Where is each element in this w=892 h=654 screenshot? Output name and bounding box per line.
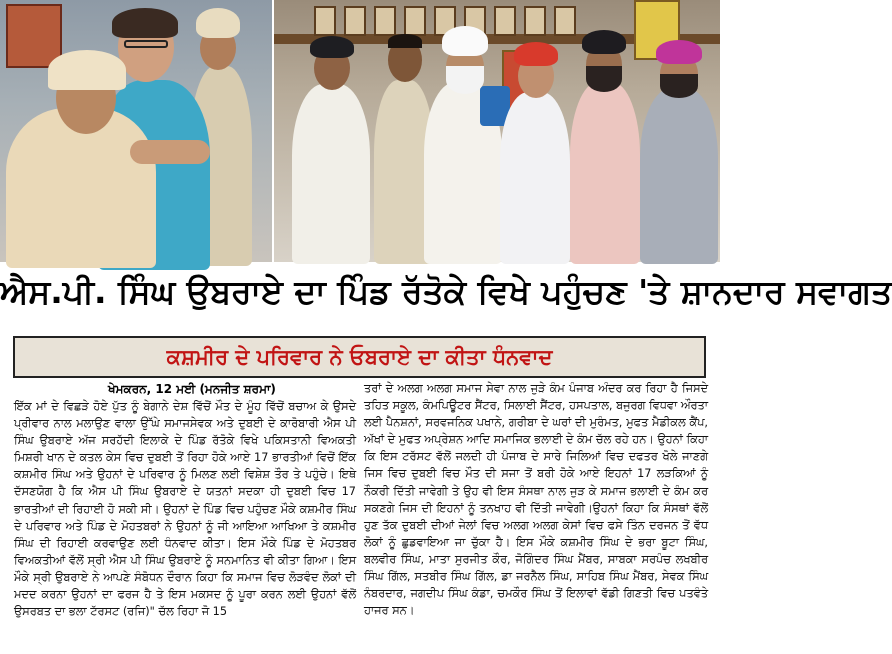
subheadline: ਕਸ਼ਮੀਰ ਦੇ ਪਰਿਵਾਰ ਨੇ ਓਬਰਾਏ ਦਾ ਕੀਤਾ ਧੰਨਵਾਦ <box>166 345 553 369</box>
frame <box>524 6 546 36</box>
byline: ਖੇਮਕਰਨ, 12 ਮਈ (ਮਨਜੀਤ ਸ਼ਰਮਾ) <box>108 382 276 396</box>
article-column-left <box>14 398 356 620</box>
frame <box>344 6 366 36</box>
photo-right-group <box>274 0 720 262</box>
frame <box>404 6 426 36</box>
article-paragraph: ਤਰਾਂ ਦੇ ਅਲਗ ਅਲਗ ਸਮਾਜ ਸੇਵਾ ਨਾਲ ਜੁੜੇ ਕੰਮ ਪੰਜਾਬ ਅੰਦਰ ਕਰ ਰਿਹਾ ਹੈ ਜਿਸਦੇ ਤਹਿਤ ਸਕੂਲ, ਕੰਮਪਿਊਟਰ ਸੈਂਟਰ, ਸਿਲਾਈ ਸੈਂਟਰ, ਹਸਪਤਾਲ, ਬਜੁਰਗ ਵਿਧਵਾ ਔਰਤਾ ਲਈ ਪੈਨਸ਼ਨਾਂ, ਸਰਵਜਨਿਕ ਪਖਾਨੇ, ਗਰੀਬਾ ਦੇ ਘਰਾਂ ਦੀ ਮੁਰੰਮਤ, ਮੁਫਤ ਮੈਡੀਕਲ ਕੈਂਪ, ਅੱਖਾਂ ਦੇ ਮੁਫਤ ਅਪ੍ਰੇਸ਼ਨ ਆਦਿ ਸਮਾਜਿਕ ਭਲਾਈ ਦੇ ਕੰਮ ਚੱਲ ਰਹੇ ਹਨ। ਉਹਨਾਂ ਕਿਹਾ ਕਿ ਇਸ ਟਰੱਸਟ ਵੱਲੋਂ ਜਲਦੀ ਹੀ ਪੰਜਾਬ ਦੇ ਸਾਰੇ ਜਿਲਿਆਂ ਵਿਚ ਦਫਤਰ ਖੋਲੇ ਜਾਣਗੇ ਜਿਸ ਵਿਚ ਦੁਬਈ ਵਿਚ ਮੌਤ ਦੀ ਸਜਾ ਤੋਂ ਬਰੀ ਹੋਕੇ ਆਏ ਇਹਨਾਂ 17 ਲੜਕਿਆਂ ਨੂੰ ਨੌਕਰੀ ਦਿੱਤੀ ਜਾਵੇਗੀ ਤੇ ਉਹ ਵੀ ਇਸ ਸੰਸਥਾ ਨਾਲ ਜੁੜ ਕੇ ਸਮਾਜ ਭਲਾਈ ਦੇ ਕੰਮ ਕਰ ਸਕਣਗੇ ਜਿਸ ਦੀ ਇਹਨਾਂ ਨੂੰ ਤਨਖਾਹ ਵੀ ਦਿੱਤੀ ਜਾਵੇਗੀ।ਉਹਨਾਂ ਕਿਹਾ ਕਿ ਸੰਸਥਾਂ ਵੱਲੋਂ ਹੁਣ ਤੱਕ ਦੁਬਈ ਦੀਆਂ ਜੇਲਾਂ ਵਿਚ ਅਲਗ ਅਲਗ ਕੇਸਾਂ ਵਿਚ ਫਸੇ ਤਿੰਨ ਦਰਜਨ ਤੋਂ ਵੱਧ ਲੋਕਾਂ ਨੂੰ ਛੁਡਵਾਇਆ ਜਾ ਚੁੱਕਾ ਹੈ। ਇਸ ਮੌਕੇ ਕਸ਼ਮੀਰ ਸਿੰਘ ਦੇ ਭਰਾ ਬੂਟਾ ਸਿੰਘ, ਬਲਵੀਰ ਸਿੰਘ, ਮਾਤਾ ਸੁਰਜੀਤ ਕੌਰ, ਜੋਗਿੰਦਰ ਸਿੰਘ ਮੈਂਬਰ, ਸਾਬਕਾ ਸਰਪੰਚ ਲਖਬੀਰ ਸਿੰਘ ਗਿੱਲ, ਸਤਬੀਰ ਸਿੰਘ ਗਿੱਲ, ਡਾ ਜਰਨੈਲ ਸਿੰਘ, ਸਾਹਿਬ ਸਿੰਘ ਮੈਂਬਰ, ਸੇਵਕ ਸਿੰਘ ਨੰਬਰਦਾਰ, ਜਗਦੀਪ ਸਿੰਘ ਕੰਡਾ, ਚਮਕੌਰ ਸਿੰਘ ਤੋਂ ਇਲਾਵਾਂ ਵੱਡੀ ਗਿਣਤੀ ਵਿਚ ਪਤਵੰਤੇ ਹਾਜਰ ਸਨ। <box>364 382 708 618</box>
subheadline-box <box>13 336 706 378</box>
article-paragraph: ਇੱਕ ਮਾਂ ਦੇ ਵਿਛੜੇ ਹੋਏ ਪੁੱਤ ਨੂੰ ਬੇਗਾਨੇ ਦੇਸ਼ ਵਿੱਚੋਂ ਮੌਤ ਦੇ ਮੂੰਹ ਵਿੱਚੋਂ ਬਚਾਅ ਕੇ ਉਸਦੇ ਪ੍ਰੀਵਾਰ ਨਾਲ ਮਲਾਉਣ ਵਾਲਾ ਉੱਘੇ ਸਮਾਜਸੇਵਕ ਅਤੇ ਦੁਬਈ ਦੇ ਕਾਰੋਬਾਰੀ ਐਸ ਪੀ ਸਿੰਘ ਉਬਰਾਏ ਅੱਜ ਸਰਹੱਦੀ ਇਲਾਕੇ ਦੇ ਪਿੰਡ ਰੱਤੋਕੇ ਵਿਖੇ ਪਕਿਸਤਾਨੀ ਵਿਅਕਤੀ ਮਿਸ਼ਰੀ ਖਾਨ ਦੇ ਕਤਲ ਕੇਸ ਵਿਚ ਦੁਬਈ ਤੋਂ ਰਿਹਾ ਹੋਕੇ ਆਏ 17 ਭਾਰਤੀਆਂ ਵਿਚੋਂ ਇੱਕ ਕਸ਼ਮੀਰ ਸਿੰਘ ਅਤੇ ਉਹਨਾਂ ਦੇ ਪਰਿਵਾਰ ਨੂੰ ਮਿਲਣ ਲਈ ਵਿਸ਼ੇਸ਼ ਤੌਰ ਤੇ ਪਹੁੰਚੇ। ਇਥੇ ਦੱਸਣਯੋਗ ਹੈ ਕਿ ਐਸ ਪੀ ਸਿੰਘ ਉਬਰਾਏ ਦੇ ਯਤਨਾਂ ਸਦਕਾ ਹੀ ਦੁਬਈ ਵਿਚ 17 ਭਾਰਤੀਆਂ ਦੀ ਰਿਹਾਈ ਹੋ ਸਕੀ ਸੀ। ਉਹਨਾਂ ਦੇ ਪਿੰਡ ਵਿਚ ਪਹੁੰਚਣ ਮੌਕੇ ਕਸ਼ਮੀਰ ਸਿੰਘ ਦੇ ਪਰਿਵਾਰ ਅਤੇ ਪਿੰਡ ਦੇ ਮੋਹਤਬਰਾਂ ਨੇ ਉਹਨਾਂ ਨੂੰ ਜੀ ਆਇਆ ਆਖਿਆ ਤੇ ਕਸ਼ਮੀਰ ਸਿੰਘ ਦੀ ਰਿਹਾਈ ਕਰਵਾਉਣ ਲਈ ਧੰਨਵਾਦ ਕੀਤਾ। ਇਸ ਮੌਕੇ ਪਿੰਡ ਦੇ ਮੋਹਤਬਰ ਵਿਅਕਤੀਆਂ ਵੱਲੋਂ ਸ੍ਰੀ ਐਸ ਪੀ ਸਿੰਘ ਉਬਰਾਏ ਨੂੰ ਸਨਮਾਨਿਤ ਵੀ ਕੀਤਾ ਗਿਆ। ਇਸ ਮੌਕੇ ਸ੍ਰੀ ਉਬਰਾਏ ਨੇ ਆਪਣੇ ਸੰਬੋਧਨ ਦੌਰਾਨ ਕਿਹਾ ਕਿ ਸਮਾਜ ਵਿਚ ਲੋੜਵੰਦ ਲੋਕਾਂ ਦੀ ਮਦਦ ਕਰਨਾ ਉਹਨਾਂ ਦਾ ਫਰਜ ਹੈ ਤੇ ਇਸ ਮਕਸਦ ਨੂੰ ਪੂਰਾ ਕਰਨ ਲਈ ਉਹਨਾਂ ਵੱਲੋਂ ਉਸਰਬਤ ਦਾ ਭਲਾ ਟੱਰਸਟ (ਰਜਿ)" ਚੱਲ ਰਿਹਾ ਜੋ 15 <box>14 400 357 619</box>
frame <box>554 6 576 36</box>
article-column-right <box>364 380 708 619</box>
frame <box>494 6 516 36</box>
frame <box>314 6 336 36</box>
photo-left-women-embracing <box>0 0 272 262</box>
headline: ਐਸ.ਪੀ. ਸਿੰਘ ਉਬਰਾਏ ਦਾ ਪਿੰਡ ਰੱਤੋਕੇ ਵਿਖੇ ਪਹੁੰਚਣ 'ਤੇ ਸ਼ਾਨਦਾਰ ਸਵਾਗਤ <box>0 272 892 311</box>
frame <box>374 6 396 36</box>
